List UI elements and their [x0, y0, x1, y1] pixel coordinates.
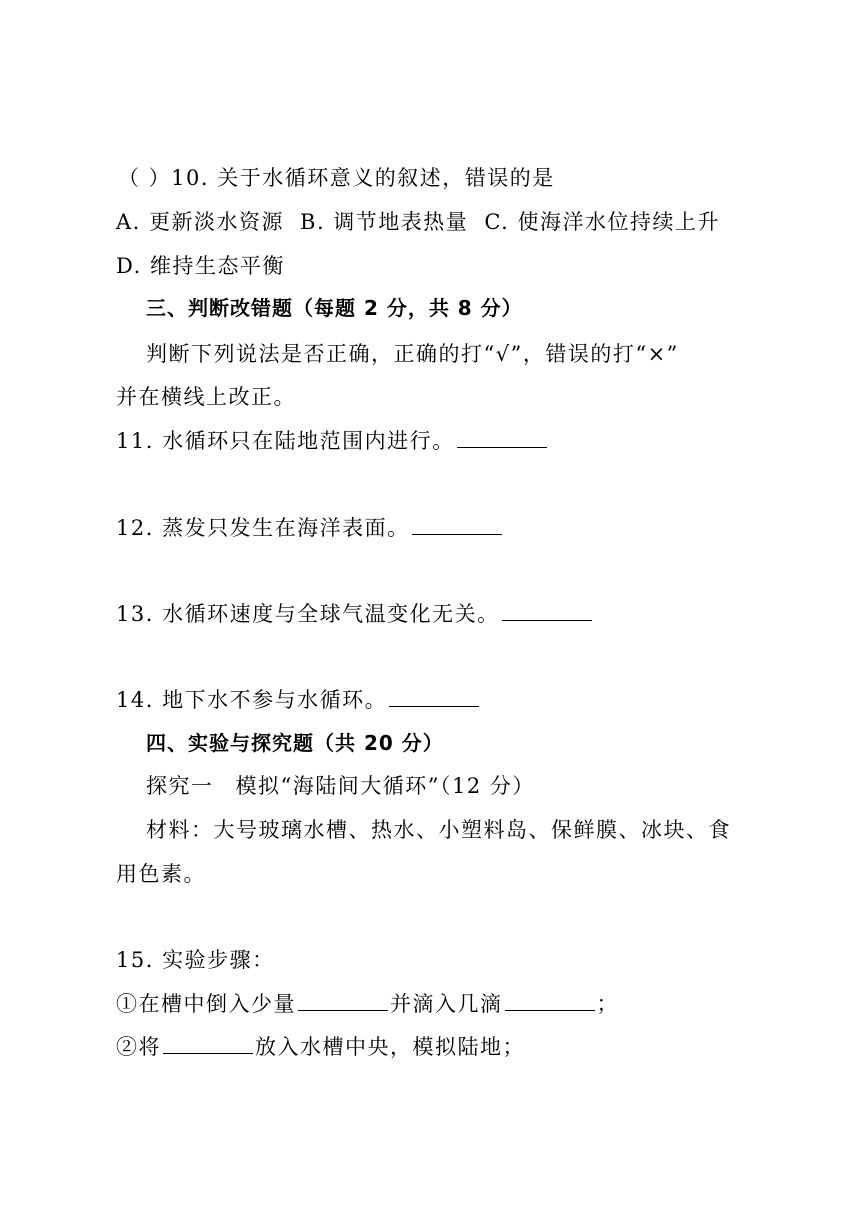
question-15-step-2 — [116, 1033, 525, 1061]
section-3-title — [146, 294, 523, 322]
question-11 — [116, 427, 549, 455]
question-10-stem — [118, 164, 555, 192]
option-a: A. 更新淡水资源 — [116, 210, 285, 234]
question-14-text: 14. 地下水不参与水循环。 — [116, 688, 388, 712]
materials-line-2 — [116, 860, 206, 888]
materials-text-1: 材料：大号玻璃水槽、热水、小塑料岛、保鲜膜、冰块、食 — [146, 818, 731, 842]
option-d: D. 维持生态平衡 — [116, 254, 285, 278]
question-10-options-row — [116, 208, 720, 236]
section-4-title — [146, 729, 444, 757]
question-14 — [116, 686, 481, 714]
materials-line-1 — [146, 816, 731, 844]
question-13 — [116, 600, 594, 628]
section-3-instruction-line-1 — [146, 340, 679, 368]
section-3-instruction-line-2 — [116, 383, 296, 411]
step-2-blank[interactable] — [163, 1052, 253, 1054]
question-15-step-1 — [116, 990, 619, 1018]
section-3-instruction-1-text: 判断下列说法是否正确，正确的打“√”，错误的打“×” — [146, 342, 679, 366]
question-13-answer-blank[interactable] — [502, 619, 592, 621]
question-11-answer-blank[interactable] — [457, 446, 547, 448]
section-3-title-text: 三、判断改错题（每题 2 分，共 8 分） — [146, 296, 523, 320]
question-14-answer-blank[interactable] — [389, 705, 479, 707]
question-12-text: 12. 蒸发只发生在海洋表面。 — [116, 516, 410, 540]
question-10-option-d-row — [116, 252, 285, 280]
step-1-text-a: ①在槽中倒入少量 — [116, 992, 296, 1016]
question-10-stem-text: （ ）10. 关于水循环意义的叙述，错误的是 — [118, 166, 555, 190]
section-3-instruction-2-text: 并在横线上改正。 — [116, 385, 296, 409]
inquiry-1-title: 探究一 — [146, 774, 214, 798]
step-1-text-c: ； — [596, 992, 619, 1016]
inquiry-1-heading — [146, 772, 535, 800]
step-1-blank-2[interactable] — [505, 1009, 595, 1011]
option-b: B. 调节地表热量 — [300, 210, 469, 234]
question-15-title — [116, 946, 275, 974]
question-15-title-text: 15. 实验步骤： — [116, 948, 275, 972]
section-4-title-text: 四、实验与探究题（共 20 分） — [146, 731, 444, 755]
step-1-text-b: 并滴入几滴 — [390, 992, 503, 1016]
option-c: C. 使海洋水位持续上升 — [484, 210, 720, 234]
question-11-text: 11. 水循环只在陆地范围内进行。 — [116, 429, 455, 453]
question-12 — [116, 514, 504, 542]
step-2-text-a: ②将 — [116, 1035, 161, 1059]
question-12-answer-blank[interactable] — [412, 533, 502, 535]
step-2-text-b: 放入水槽中央，模拟陆地； — [255, 1035, 525, 1059]
materials-text-2: 用色素。 — [116, 862, 206, 886]
question-13-text: 13. 水循环速度与全球气温变化无关。 — [116, 602, 500, 626]
inquiry-1-name: 模拟“海陆间大循环”（12 分） — [235, 774, 535, 798]
step-1-blank-1[interactable] — [298, 1009, 388, 1011]
